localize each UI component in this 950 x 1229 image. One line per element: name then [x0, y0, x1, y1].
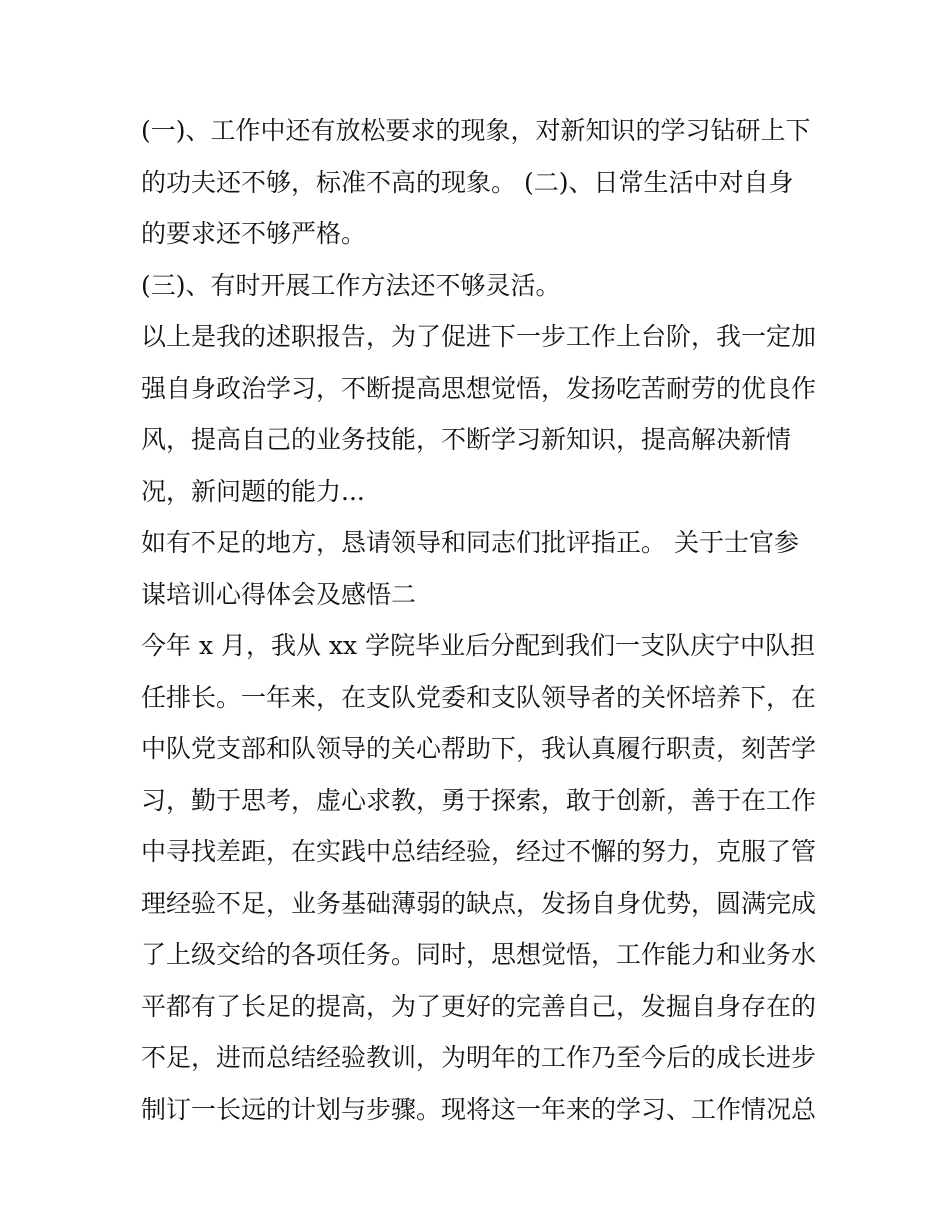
text-line-10: 谋培训心得体会及感悟二: [141, 579, 417, 609]
text-line-4: (三)、有时开展工作方法还不够灵活。: [141, 270, 561, 300]
text-line-8: 况，新问题的能力...: [141, 476, 365, 506]
text-line-13: 中队党支部和队领导的关心帮助下，我认真履行职责，刻苦学: [141, 734, 817, 763]
text-line-6: 强自身政治学习，不断提高思想觉悟，发扬吃苦耐劳的优良作: [141, 373, 817, 403]
body-text: [141, 105, 817, 1135]
text-line-17: 了上级交给的各项任务。同时，思想觉悟，工作能力和业务水: [141, 940, 817, 969]
text-line-18: 平都有了长足的提高，为了更好的完善自己，发掘自身存在的: [141, 991, 817, 1021]
text-line-3: 的要求还不够严格。: [141, 219, 367, 248]
text-line-9: 如有不足的地方，恳请领导和同志们批评指正。 关于士官参: [141, 528, 799, 557]
text-line-15: 中寻找差距，在实践中总结经验，经过不懈的努力，克服了管: [141, 837, 817, 866]
text-line-11: 今年 x 月，我从 xx 学院毕业后分配到我们一支队庆宁中队担: [141, 631, 816, 660]
text-line-16: 理经验不足，业务基础薄弱的缺点，发扬自身优势，圆满完成: [141, 888, 817, 918]
text-line-14: 习，勤于思考，虚心求教，勇于探索，敢于创新，善于在工作: [141, 785, 817, 815]
text-line-7: 风，提高自己的业务技能，不断学习新知识，提高解决新情: [141, 425, 792, 454]
text-line-20: 制订一长远的计划与步骤。现将这一年来的学习、工作情况总: [141, 1094, 817, 1124]
text-line-19: 不足，进而总结经验教训，为明年的工作乃至今后的成长进步: [141, 1043, 817, 1072]
text-line-12: 任排长。一年来，在支队党委和支队领导者的关怀培养下，在: [141, 682, 817, 712]
text-line-5: 以上是我的述职报告，为了促进下一步工作上台阶，我一定加: [141, 322, 817, 351]
text-line-2: 的功夫还不够，标准不高的现象。 (二)、日常生活中对自身: [141, 167, 794, 197]
text-line-1: (一)、工作中还有放松要求的现象，对新知识的学习钻研上下: [141, 116, 811, 145]
